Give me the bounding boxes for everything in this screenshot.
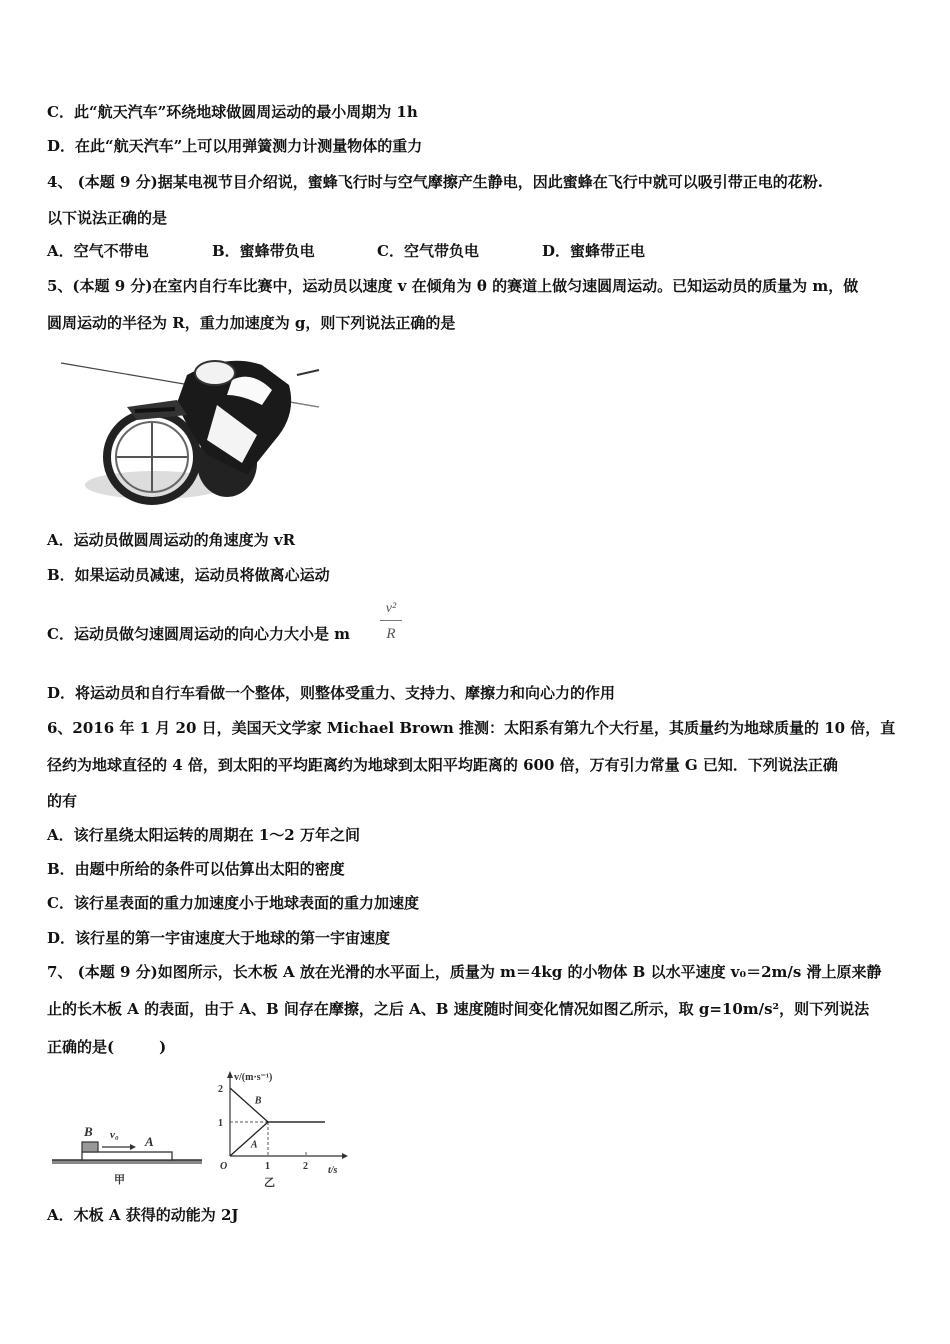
- q7-stem-line3: 正确的是( ): [47, 1038, 167, 1056]
- q6-option-a: A．该行星绕太阳运转的周期在 1～2 万年之间: [47, 826, 360, 844]
- q6-stem-line3: 的有: [47, 792, 78, 810]
- tick-label-y2: 2: [218, 1084, 223, 1095]
- q4-option-c: C．空气带负电: [377, 242, 479, 260]
- y-axis-arrow: [227, 1071, 233, 1078]
- fraction-denominator: R: [386, 626, 396, 642]
- plank-a: [82, 1152, 172, 1160]
- figure-yi: [210, 1068, 360, 1190]
- tick-label-x2: 2: [303, 1161, 308, 1172]
- q6-option-d: D．该行星的第一宇宙速度大于地球的第一宇宙速度: [47, 929, 391, 947]
- q4-options: [47, 241, 645, 261]
- q4-option-a: A．空气不带电: [47, 242, 149, 260]
- q5-option-c: C．运动员做匀速圆周运动的向心力大小是 m: [47, 625, 351, 643]
- q6-stem-line2: 径约为地球直径的 4 倍，到太阳的平均距离约为地球到太阳平均距离的 600 倍，万有引力常量 G 已知．下列说法正确: [47, 756, 838, 774]
- caption-jia: 甲: [114, 1173, 125, 1186]
- q6-stem-line1: 6、2016 年 1 月 20 日，美国天文学家 Michael Brown 推测：太阳系有第九个大行星，其质量约为地球质量的 10 倍，直: [47, 719, 896, 737]
- tick-label-y1: 1: [218, 1118, 223, 1129]
- q4-stem-line2: 以下说法正确的是: [47, 209, 168, 227]
- q7-stem-line2: 止的长木板 A 的表面，由于 A、B 间存在摩擦，之后 A、B 速度随时间变化情况如图乙所示，取 g=10m/s²，则下列说法: [47, 1000, 870, 1018]
- figure-jia: [50, 1120, 210, 1190]
- label-v0: v₀: [110, 1129, 119, 1141]
- y-axis-label: v/(m·s⁻¹): [234, 1072, 273, 1083]
- label-a: A: [145, 1134, 154, 1149]
- origin-label: O: [220, 1161, 228, 1172]
- x-axis-label: t/s: [328, 1165, 338, 1176]
- label-b: B: [84, 1124, 93, 1139]
- x-axis-arrow: [342, 1153, 348, 1159]
- series-label-b: B: [254, 1095, 262, 1107]
- series-line-b: [230, 1088, 325, 1122]
- q3-option-d: D．在此“航天汽车”上可以用弹簧测力计测量物体的重力: [47, 137, 423, 155]
- series-line-a: [230, 1122, 325, 1156]
- q5-option-d: D．将运动员和自行车看做一个整体，则整体受重力、支持力、摩擦力和向心力的作用: [47, 684, 616, 702]
- q5-fraction: [380, 600, 402, 643]
- q4-option-b: B．蜜蜂带负电: [212, 242, 315, 260]
- q5-option-b: B．如果运动员减速，运动员将做离心运动: [47, 566, 330, 584]
- cyclist-image: [57, 345, 322, 510]
- graph-marks: [230, 1088, 325, 1156]
- q4-option-d: D．蜜蜂带正电: [542, 242, 646, 260]
- q7-option-a: A．木板 A 获得的动能为 2J: [47, 1206, 239, 1224]
- graph-axes: [218, 1071, 348, 1189]
- q3-option-c: C．此“航天汽车”环绕地球做圆周运动的最小周期为 1h: [47, 103, 418, 121]
- q6-option-b: B．由题中所给的条件可以估算出太阳的密度: [47, 860, 345, 878]
- q6-option-c: C．该行星表面的重力加速度小于地球表面的重力加速度: [47, 894, 419, 912]
- fraction-bar: [380, 620, 402, 621]
- fraction-numerator: v²: [385, 601, 397, 616]
- q4-stem-line1: 4、 (本题 9 分)据某电视节目介绍说，蜜蜂飞行时与空气摩擦产生静电，因此蜜蜂在飞行中就可以吸引带正电的花粉.: [47, 173, 823, 191]
- block-b: [82, 1142, 98, 1152]
- q5-stem-line1: 5、(本题 9 分)在室内自行车比赛中，运动员以速度 v 在倾角为 θ 的赛道上做匀速圆周运动。已知运动员的质量为 m，做: [47, 277, 859, 295]
- velocity-arrowhead: [130, 1144, 136, 1150]
- caption-yi: 乙: [264, 1176, 275, 1189]
- q5-option-a: A．运动员做圆周运动的角速度为 vR: [47, 531, 296, 549]
- series-label-a: A: [250, 1139, 258, 1151]
- tick-label-x1: 1: [265, 1161, 270, 1172]
- q5-stem-line2: 圆周运动的半径为 R，重力加速度为 g，则下列说法正确的是: [47, 314, 456, 332]
- q7-stem-line1: 7、 (本题 9 分)如图所示，长木板 A 放在光滑的水平面上，质量为 m＝4kg 的小物体 B 以水平速度 v₀＝2m/s 滑上原来静: [47, 963, 882, 981]
